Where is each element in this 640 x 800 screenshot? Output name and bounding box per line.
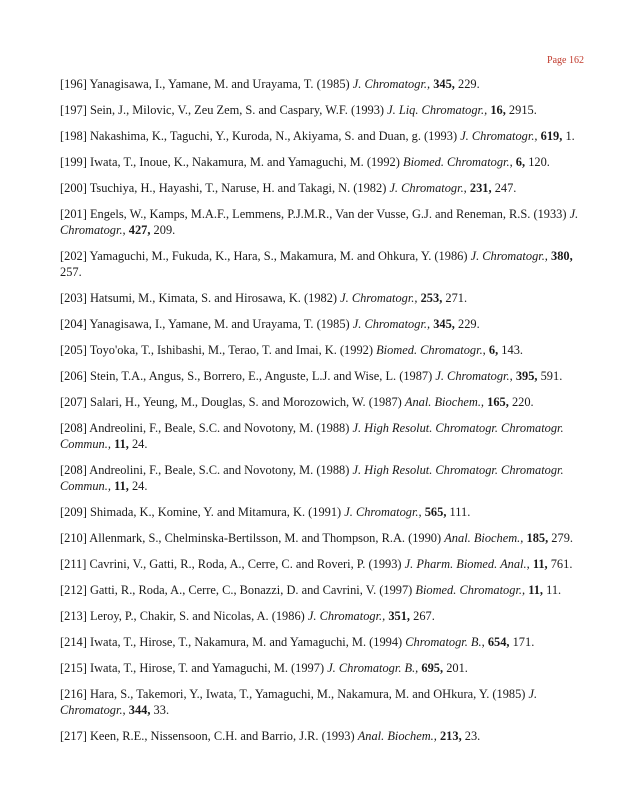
ref-pages: 23.	[464, 729, 481, 743]
ref-journal: J. Chromatogr.,	[344, 505, 422, 519]
ref-pages: 247.	[494, 181, 517, 195]
ref-authors: Iwata, T., Hirose, T., Nakamura, M. and Yamaguchi, M. (1994)	[89, 635, 403, 649]
ref-volume: 11,	[528, 583, 544, 597]
ref-journal: J. Chromatogr.,	[460, 129, 538, 143]
reference-entry	[60, 316, 590, 332]
ref-number: [208]	[60, 463, 87, 477]
ref-pages: 761.	[550, 557, 573, 571]
ref-volume: 345,	[433, 317, 455, 331]
ref-journal: J. Chromatogr.,	[435, 369, 513, 383]
ref-number: [200]	[60, 181, 87, 195]
reference-entry	[60, 128, 590, 144]
ref-authors: Yanagisawa, I., Yamane, M. and Urayama, T. (1985)	[89, 77, 350, 91]
ref-volume: 345,	[433, 77, 455, 91]
ref-journal: Biomed. Chromatogr.,	[403, 155, 513, 169]
ref-number: [201]	[60, 207, 87, 221]
ref-pages: 111.	[449, 505, 471, 519]
ref-pages: 24.	[131, 479, 148, 493]
ref-journal: Biomed. Chromatogr.,	[415, 583, 526, 597]
ref-volume: 6,	[488, 343, 499, 357]
ref-journal: J. Chromatogr. B.,	[327, 661, 419, 675]
reference-entry	[60, 248, 590, 280]
ref-volume: 427,	[128, 223, 151, 237]
ref-authors: Hara, S., Takemori, Y., Iwata, T., Yamaguchi, M., Nakamura, M. and OHkura, Y. (1985)	[89, 687, 526, 701]
reference-entry	[60, 342, 590, 358]
ref-authors: Hatsumi, M., Kimata, S. and Hirosawa, K. (1982)	[89, 291, 338, 305]
ref-pages: 271.	[445, 291, 468, 305]
ref-journal: J. Chromatogr.,	[307, 609, 386, 623]
ref-authors: Yamaguchi, M., Fukuda, K., Hara, S., Makamura, M. and Ohkura, Y. (1986)	[89, 249, 468, 263]
ref-journal: J. Chromatogr.,	[389, 181, 467, 195]
ref-volume: 231,	[469, 181, 492, 195]
ref-volume: 380,	[551, 249, 573, 263]
ref-journal: J. Chromatogr.,	[60, 207, 579, 237]
ref-volume: 344,	[128, 703, 151, 717]
ref-number: [197]	[60, 103, 87, 117]
ref-pages: 229.	[458, 317, 480, 331]
ref-number: [198]	[60, 129, 87, 143]
ref-authors: Andreolini, F., Beale, S.C. and Novotony, M. (1988)	[89, 421, 350, 435]
ref-pages: 591.	[540, 369, 563, 383]
ref-pages: 2915.	[508, 103, 537, 117]
ref-number: [209]	[60, 505, 87, 519]
ref-number: [215]	[60, 661, 87, 675]
reference-entry	[60, 660, 590, 676]
ref-journal: J. Chromatogr.,	[340, 291, 418, 305]
ref-number: [203]	[60, 291, 87, 305]
reference-entry	[60, 728, 590, 744]
ref-volume: 165,	[487, 395, 509, 409]
ref-volume: 351,	[388, 609, 411, 623]
ref-journal: J. Chromatogr.,	[352, 77, 431, 91]
ref-authors: Stein, T.A., Angus, S., Borrero, E., Anguste, L.J. and Wise, L. (1987)	[89, 369, 433, 383]
ref-volume: 185,	[526, 531, 549, 545]
ref-journal: J. High Resolut. Chromatogr. Chromatogr. Commun.,	[60, 463, 564, 493]
ref-volume: 253,	[420, 291, 443, 305]
ref-volume: 619,	[540, 129, 563, 143]
ref-authors: Iwata, T., Hirose, T. and Yamaguchi, M. (1997)	[89, 661, 325, 675]
reference-entry	[60, 504, 590, 520]
reference-entry	[60, 608, 590, 624]
ref-number: [217]	[60, 729, 87, 743]
ref-journal: J. Liq. Chromatogr.,	[387, 103, 488, 117]
ref-pages: 279.	[551, 531, 573, 545]
ref-journal: J. High Resolut. Chromatogr. Chromatogr. Commun.,	[60, 421, 564, 451]
ref-volume: 654,	[487, 635, 510, 649]
ref-pages: 209.	[153, 223, 176, 237]
reference-entry	[60, 634, 590, 650]
ref-authors: Andreolini, F., Beale, S.C. and Novotony, M. (1988)	[89, 463, 350, 477]
ref-pages: 257.	[60, 265, 82, 279]
ref-volume: 565,	[424, 505, 447, 519]
ref-number: [213]	[60, 609, 87, 623]
ref-number: [210]	[60, 531, 87, 545]
ref-journal: Anal. Biochem.,	[404, 395, 485, 409]
ref-volume: 6,	[515, 155, 526, 169]
ref-pages: 267.	[413, 609, 435, 623]
ref-journal: Chromatogr. B.,	[405, 635, 485, 649]
ref-authors: Iwata, T., Inoue, K., Nakamura, M. and Yamaguchi, M. (1992)	[89, 155, 400, 169]
ref-volume: 395,	[515, 369, 538, 383]
ref-number: [214]	[60, 635, 87, 649]
ref-journal: Anal. Biochem.,	[357, 729, 437, 743]
ref-pages: 1.	[565, 129, 575, 143]
reference-entry	[60, 180, 590, 196]
ref-journal: J. Chromatogr.,	[60, 687, 538, 717]
ref-number: [196]	[60, 77, 87, 91]
reference-entry	[60, 76, 590, 92]
page-number: Page 162	[547, 55, 584, 66]
ref-authors: Nakashima, K., Taguchi, Y., Kuroda, N., Akiyama, S. and Duan, g. (1993)	[89, 129, 458, 143]
ref-pages: 143.	[501, 343, 523, 357]
ref-journal: J. Chromatogr.,	[470, 249, 548, 263]
ref-journal: J. Chromatogr.,	[352, 317, 431, 331]
ref-volume: 11,	[114, 479, 129, 493]
ref-number: [207]	[60, 395, 87, 409]
ref-pages: 201.	[446, 661, 468, 675]
reference-entry	[60, 686, 590, 718]
ref-authors: Tsuchiya, H., Hayashi, T., Naruse, H. and Takagi, N. (1982)	[89, 181, 387, 195]
ref-pages: 11.	[546, 583, 562, 597]
ref-authors: Cavrini, V., Gatti, R., Roda, A., Cerre, C. and Roveri, P. (1993)	[89, 557, 402, 571]
ref-pages: 171.	[512, 635, 535, 649]
ref-number: [202]	[60, 249, 87, 263]
ref-pages: 24.	[131, 437, 148, 451]
ref-journal: Biomed. Chromatogr.,	[376, 343, 486, 357]
reference-entry	[60, 462, 590, 494]
ref-volume: 695,	[421, 661, 444, 675]
reference-list	[60, 76, 590, 754]
ref-authors: Yanagisawa, I., Yamane, M. and Urayama, T. (1985)	[89, 317, 350, 331]
ref-authors: Engels, W., Kamps, M.A.F., Lemmens, P.J.M.R., Van der Vusse, G.J. and Reneman, R.S. (1933)	[89, 207, 567, 221]
ref-authors: Sein, J., Milovic, V., Zeu Zem, S. and Caspary, W.F. (1993)	[89, 103, 385, 117]
ref-number: [212]	[60, 583, 87, 597]
ref-pages: 229.	[458, 77, 480, 91]
reference-entry	[60, 556, 590, 572]
ref-number: [211]	[60, 557, 87, 571]
ref-volume: 16,	[490, 103, 506, 117]
ref-number: [216]	[60, 687, 87, 701]
ref-number: [206]	[60, 369, 87, 383]
reference-entry	[60, 368, 590, 384]
ref-volume: 213,	[439, 729, 462, 743]
ref-pages: 33.	[153, 703, 170, 717]
ref-authors: Toyo'oka, T., Ishibashi, M., Terao, T. and Imai, K. (1992)	[89, 343, 373, 357]
reference-entry	[60, 290, 590, 306]
reference-entry	[60, 394, 590, 410]
ref-authors: Gatti, R., Roda, A., Cerre, C., Bonazzi, D. and Cavrini, V. (1997)	[89, 583, 413, 597]
ref-journal: J. Pharm. Biomed. Anal.,	[404, 557, 530, 571]
reference-entry	[60, 206, 590, 238]
reference-entry	[60, 420, 590, 452]
reference-entry	[60, 154, 590, 170]
ref-number: [199]	[60, 155, 87, 169]
ref-pages: 120.	[528, 155, 550, 169]
reference-entry	[60, 102, 590, 118]
ref-number: [204]	[60, 317, 87, 331]
ref-pages: 220.	[511, 395, 534, 409]
ref-number: [205]	[60, 343, 87, 357]
ref-volume: 11,	[114, 437, 129, 451]
ref-number: [208]	[60, 421, 87, 435]
ref-authors: Shimada, K., Komine, Y. and Mitamura, K. (1991)	[89, 505, 342, 519]
ref-authors: Keen, R.E., Nissensoon, C.H. and Barrio, J.R. (1993)	[89, 729, 355, 743]
ref-authors: Allenmark, S., Chelminska-Bertilsson, M. and Thompson, R.A. (1990)	[89, 531, 442, 545]
reference-entry	[60, 530, 590, 546]
ref-authors: Leroy, P., Chakir, S. and Nicolas, A. (1986)	[89, 609, 305, 623]
ref-volume: 11,	[532, 557, 548, 571]
ref-journal: Anal. Biochem.,	[444, 531, 524, 545]
ref-authors: Salari, H., Yeung, M., Douglas, S. and Morozowich, W. (1987)	[89, 395, 402, 409]
reference-entry	[60, 582, 590, 598]
